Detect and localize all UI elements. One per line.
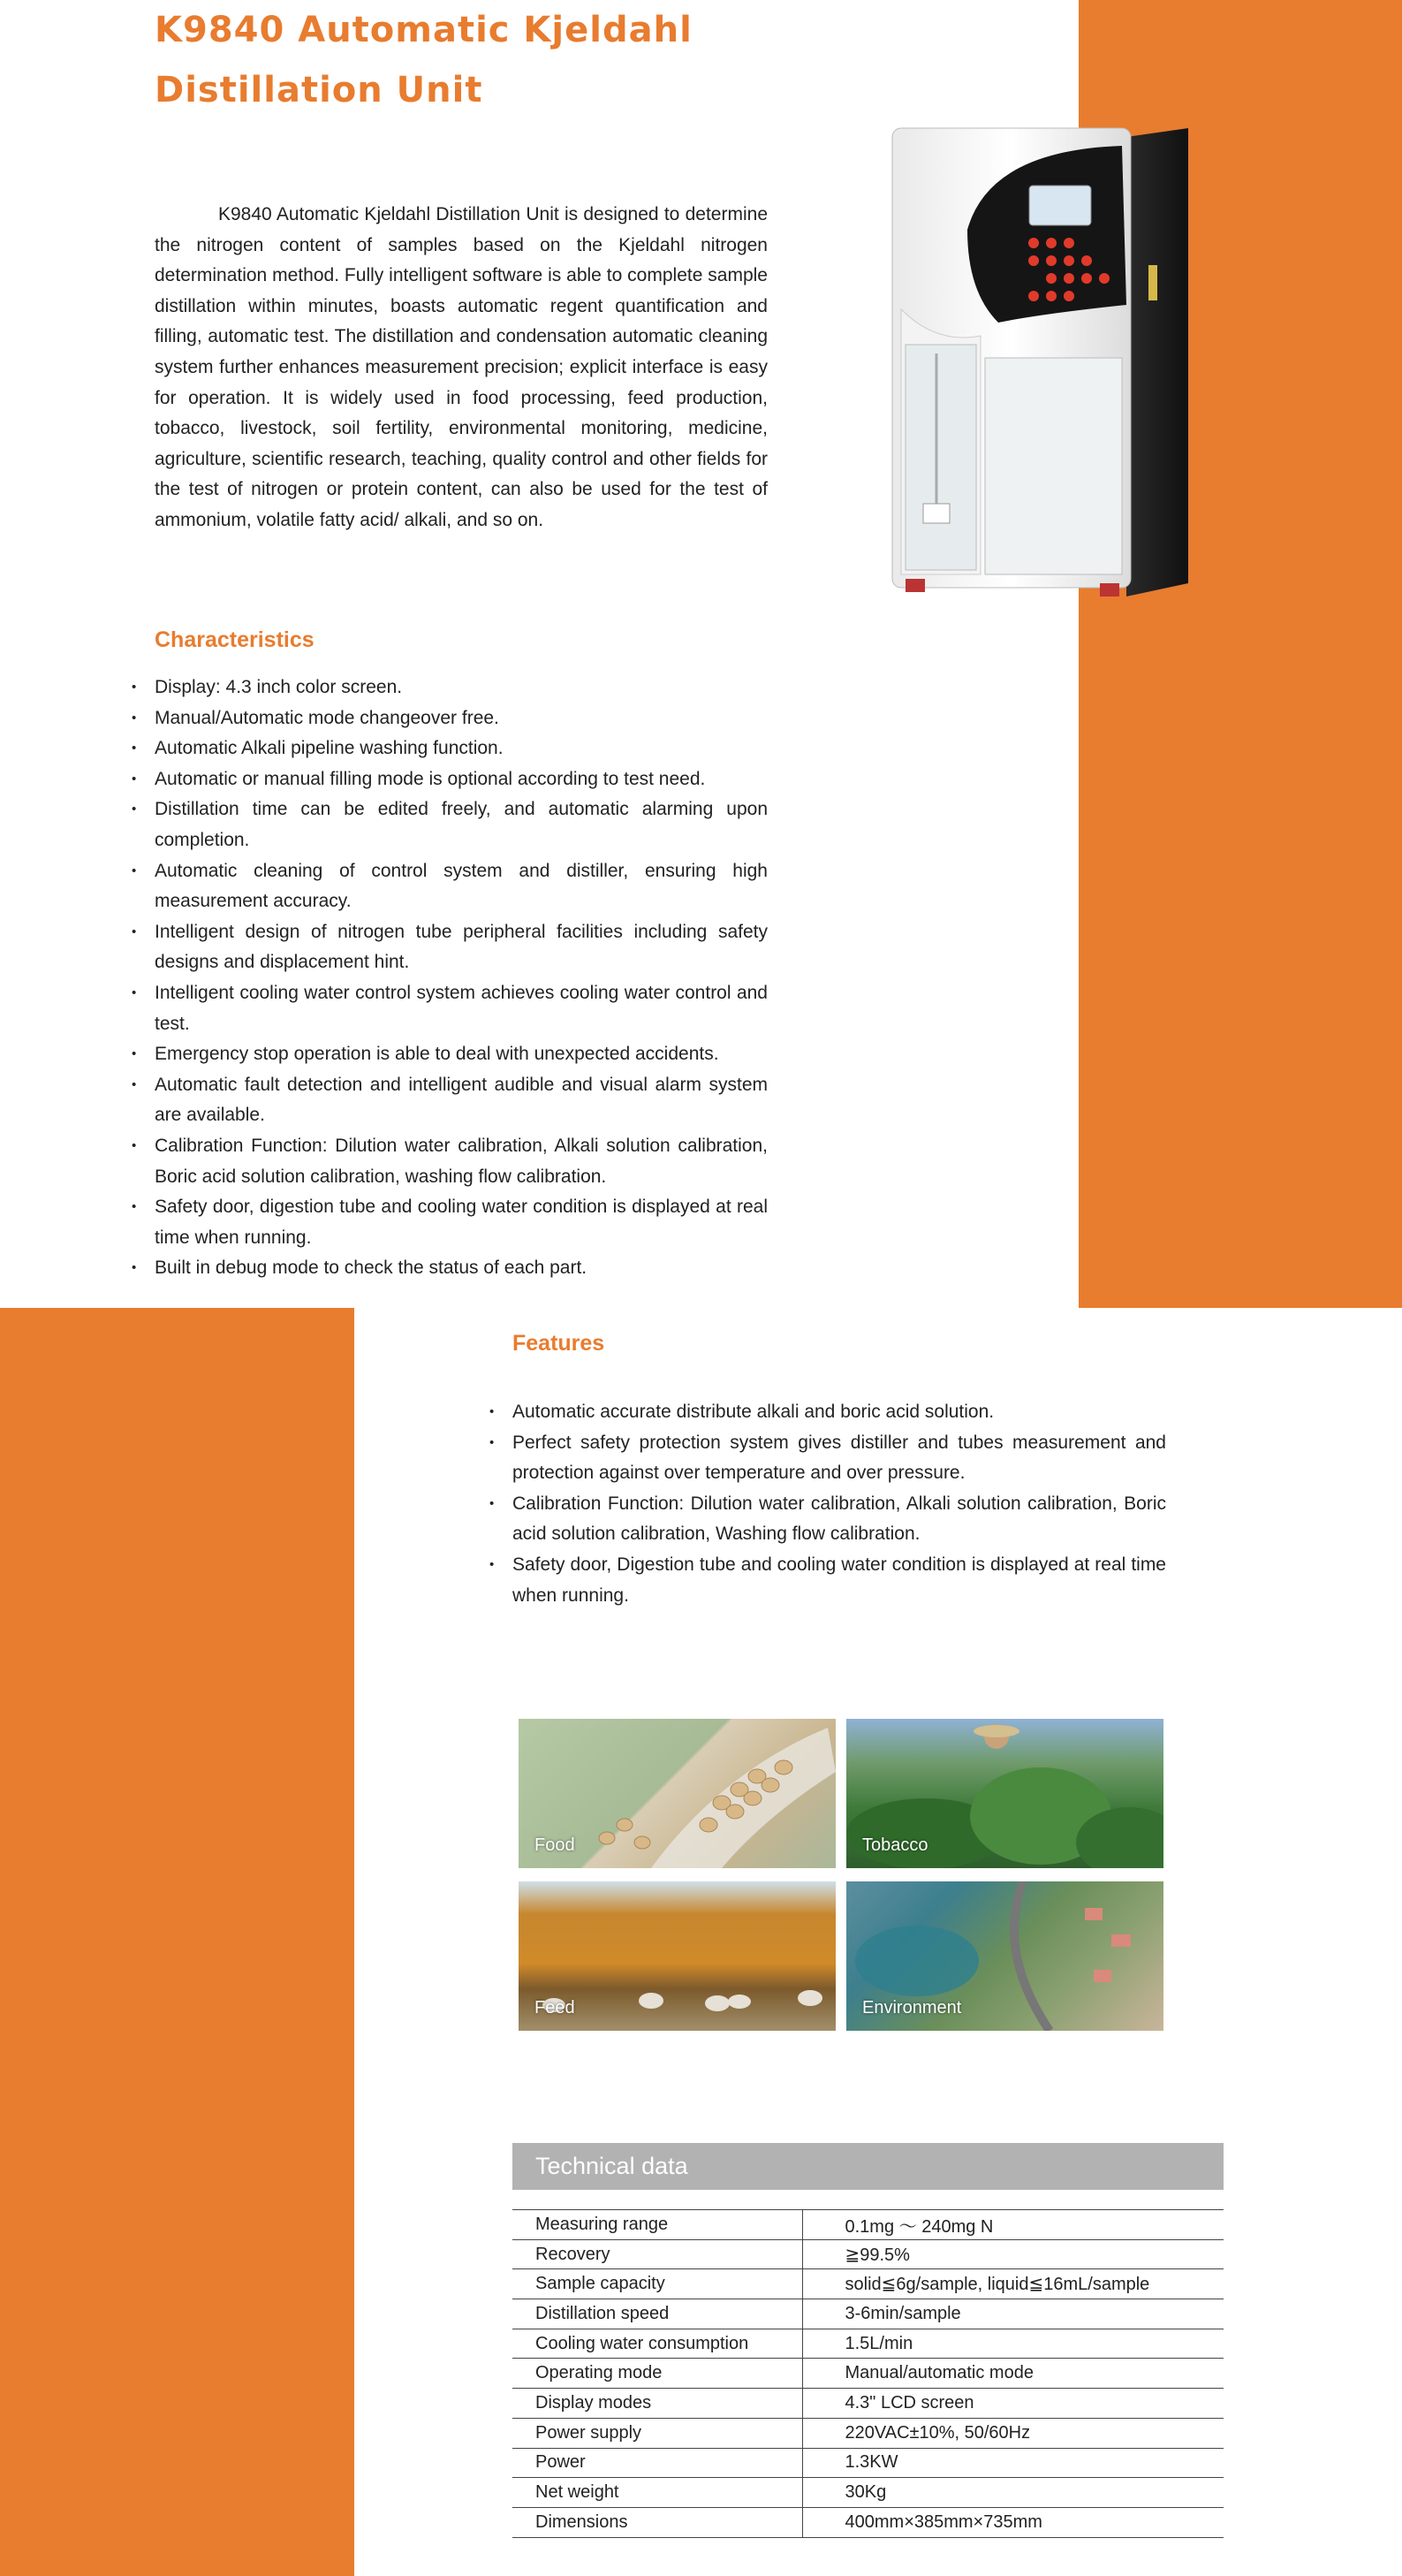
characteristics-list xyxy=(155,672,768,1284)
value-cell: ≧99.5% xyxy=(802,2239,1224,2269)
features-list xyxy=(512,1397,1166,1611)
table-row xyxy=(512,2359,1224,2389)
list-item: • Automatic accurate distribute alkali and boric acid solution. xyxy=(512,1397,1166,1428)
value-cell: 0.1mg ～ 240mg N xyxy=(802,2210,1224,2240)
list-item: • Built in debug mode to check the status of each part. xyxy=(155,1253,768,1284)
orange-decor-bar-left xyxy=(0,1308,354,2576)
technical-data-heading: Technical data xyxy=(512,2143,1224,2190)
intro-paragraph: K9840 Automatic Kjeldahl Distillation Unit is designed to determine the nitrogen content of samples based on the Kjeldahl nitrogen determination method. Fully intelligent software is able to complete sample distillation within minutes, boasts automatic regent quantification and filling, automatic test. The distillation and condensation automatic cleaning system further enhances measurement precision; explicit interface is easy for operation. It is widely used in food processing, feed production, tobacco, livestock, soil fertility, environmental monitoring, medicine, agriculture, scientific research, teaching, quality control and other fields for the test of nitrogen or protein content, can also be used for the test of ammonium, volatile fatty acid/ alkali, and so on. xyxy=(155,204,768,530)
param-cell: Net weight xyxy=(512,2478,802,2508)
value-cell: 3-6min/sample xyxy=(802,2299,1224,2329)
value-cell: 30Kg xyxy=(802,2478,1224,2508)
photo-environment xyxy=(846,1881,1163,2031)
technical-data-table xyxy=(512,2209,1224,2538)
list-item: • Distillation time can be edited freely, and automatic alarming upon completion. xyxy=(155,794,768,855)
table-row xyxy=(512,2329,1224,2359)
device-image xyxy=(883,124,1201,623)
list-item: • Intelligent design of nitrogen tube peripheral facilities including safety designs and displacement hint. xyxy=(155,917,768,978)
page-title xyxy=(155,0,826,120)
param-cell: Operating mode xyxy=(512,2359,802,2389)
list-item: • Automatic or manual filling mode is optional according to test need. xyxy=(155,764,768,795)
param-cell: Cooling water consumption xyxy=(512,2329,802,2359)
photo-caption: Environment xyxy=(862,1998,962,2017)
characteristics-heading: Characteristics xyxy=(155,627,315,652)
title-line-2: Distillation Unit xyxy=(155,70,483,110)
list-item: • Intelligent cooling water control system achieves cooling water control and test. xyxy=(155,978,768,1039)
value-cell: 220VAC±10%, 50/60Hz xyxy=(802,2418,1224,2448)
param-cell: Measuring range xyxy=(512,2210,802,2240)
table-row xyxy=(512,2299,1224,2329)
list-item: • Emergency stop operation is able to deal with unexpected accidents. xyxy=(155,1039,768,1070)
param-cell: Power xyxy=(512,2448,802,2478)
table-row xyxy=(512,2269,1224,2299)
param-cell: Display modes xyxy=(512,2389,802,2419)
value-cell: 1.3KW xyxy=(802,2448,1224,2478)
param-cell: Power supply xyxy=(512,2418,802,2448)
param-cell: Sample capacity xyxy=(512,2269,802,2299)
table-row xyxy=(512,2389,1224,2419)
value-cell: 4.3" LCD screen xyxy=(802,2389,1224,2419)
list-item: • Display: 4.3 inch color screen. xyxy=(155,672,768,703)
param-cell: Recovery xyxy=(512,2239,802,2269)
list-item: • Calibration Function: Dilution water calibration, Alkali solution calibration, Boric acid solution calibration, Washing flow calibration. xyxy=(512,1489,1166,1550)
photo-caption: Food xyxy=(534,1835,575,1855)
photo-caption: Feed xyxy=(534,1998,575,2017)
table-row xyxy=(512,2507,1224,2537)
list-item: • Safety door, Digestion tube and cooling water condition is displayed at real time when running. xyxy=(512,1550,1166,1611)
table-row xyxy=(512,2448,1224,2478)
param-cell: Distillation speed xyxy=(512,2299,802,2329)
value-cell: 1.5L/min xyxy=(802,2329,1224,2359)
table-row xyxy=(512,2478,1224,2508)
title-line-1: K9840 Automatic Kjeldahl xyxy=(155,10,693,50)
list-item: • Perfect safety protection system gives distiller and tubes measurement and protection against over temperature and over pressure. xyxy=(512,1428,1166,1489)
list-item: • Automatic cleaning of control system and distiller, ensuring high measurement accuracy. xyxy=(155,856,768,917)
value-cell: 400mm×385mm×735mm xyxy=(802,2507,1224,2537)
photo-food xyxy=(519,1719,836,1868)
table-row xyxy=(512,2418,1224,2448)
value-cell: solid≦6g/sample, liquid≦16mL/sample xyxy=(802,2269,1224,2299)
list-item: • Automatic Alkali pipeline washing function. xyxy=(155,733,768,764)
list-item: • Calibration Function: Dilution water calibration, Alkali solution calibration, Boric acid solution calibration, washing flow calibration. xyxy=(155,1131,768,1192)
list-item: • Safety door, digestion tube and cooling water condition is displayed at real time when running. xyxy=(155,1192,768,1253)
value-cell: Manual/automatic mode xyxy=(802,2359,1224,2389)
list-item: • Manual/Automatic mode changeover free. xyxy=(155,703,768,734)
list-item: • Automatic fault detection and intelligent audible and visual alarm system are available. xyxy=(155,1070,768,1131)
photo-caption: Tobacco xyxy=(862,1835,928,1855)
photo-feed xyxy=(519,1881,836,2031)
features-heading: Features xyxy=(512,1331,605,1356)
table-row xyxy=(512,2210,1224,2240)
photo-tobacco xyxy=(846,1719,1163,1868)
param-cell: Dimensions xyxy=(512,2507,802,2537)
table-row xyxy=(512,2239,1224,2269)
